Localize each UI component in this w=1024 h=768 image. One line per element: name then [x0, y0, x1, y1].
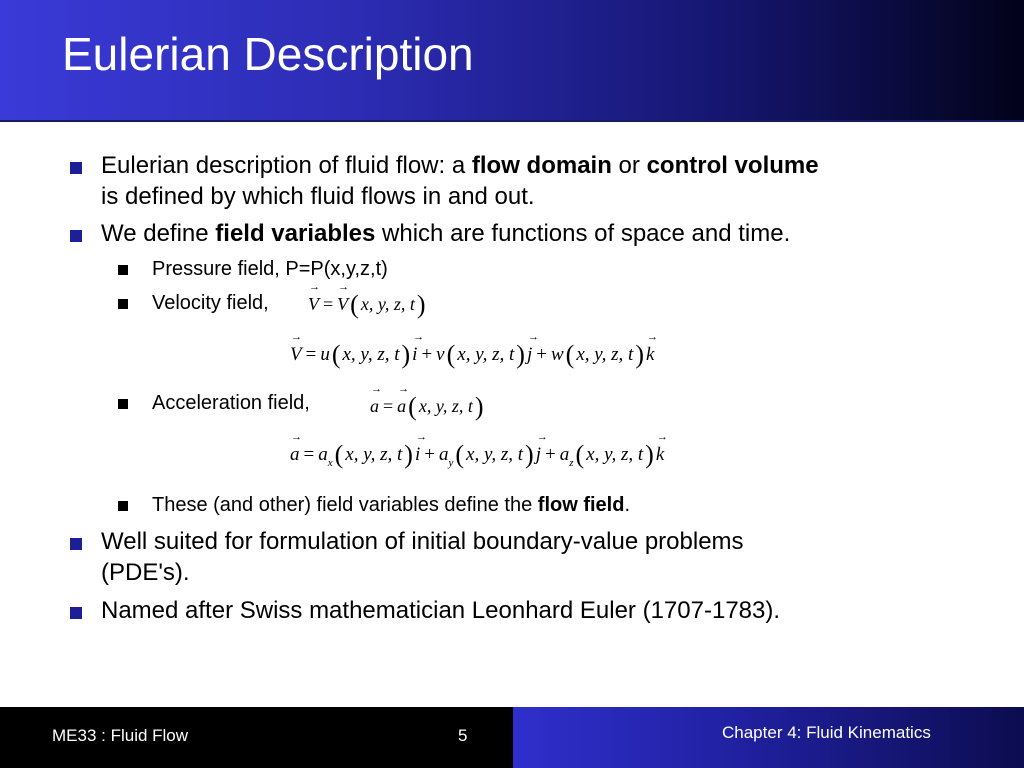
bullet-text: Eulerian description of fluid flow: a [101, 152, 472, 179]
bullet-field-variables [101, 218, 981, 249]
square-bullet-icon [118, 299, 128, 309]
bullet-boundary-value-problems: Well suited for formulation of initial boundary-value problems (PDE's). [101, 528, 744, 586]
bold-term-flow-domain: flow domain [471, 152, 612, 179]
bullet-text: We define [101, 220, 216, 247]
sub-bullet-velocity-field: Velocity field, [152, 292, 269, 314]
bold-term-field-variables: field variables [215, 220, 376, 247]
sub-bullet-flow-field: These (and other) field variables define the flow field. [152, 494, 631, 516]
vector-v: → V [308, 294, 319, 315]
footer-left-panel [0, 707, 513, 768]
bold-term-flow-field: flow field [537, 494, 625, 516]
acceleration-field-equation: → a =→ a( x, y, z, t) [370, 392, 486, 422]
square-bullet-icon [70, 538, 82, 550]
square-bullet-icon [70, 162, 82, 174]
footer-chapter: Chapter 4: Fluid Kinematics [722, 723, 931, 742]
footer-course: ME33 : Fluid Flow [52, 726, 189, 745]
velocity-components-equation: → V = u( x, y, z, t)→ i + v( x, y, z, t)→ j + w( x, y, z, t)→ k [290, 340, 654, 370]
sub-bullet-acceleration-field: Acceleration field, [152, 392, 310, 414]
slide-footer [0, 707, 1024, 768]
bullet-text: which are functions of space and time. [375, 220, 791, 247]
square-bullet-icon [70, 607, 82, 619]
bullet-euler-history: Named after Swiss mathematician Leonhard Euler (1707-1783). [101, 597, 781, 624]
bullet-text: is defined by which fluid flows in and out. [101, 183, 535, 210]
square-bullet-icon [70, 230, 82, 242]
vector-v: → V [337, 294, 348, 315]
footer-page-number: 5 [458, 726, 468, 745]
square-bullet-icon [118, 399, 128, 409]
bullet-eulerian-description [101, 150, 981, 212]
sub-bullet-pressure-field: Pressure field, P=P(x,y,z,t) [152, 258, 388, 280]
square-bullet-icon [118, 265, 128, 275]
square-bullet-icon [118, 501, 128, 511]
bold-term-control-volume: control volume [646, 152, 819, 179]
bullet-text: or [611, 152, 647, 179]
acceleration-components-equation: → $a = a_x$( x, y, z, $t)\to i + a_y$( x, y, z, $t)\to j + a_z$( x, y, z, t)→ k [290, 440, 664, 470]
footer-right-panel [513, 707, 1024, 768]
slide-title: Eulerian Description [62, 28, 474, 80]
velocity-field-equation: → V =→ V( x, y, z, t) [308, 290, 428, 320]
